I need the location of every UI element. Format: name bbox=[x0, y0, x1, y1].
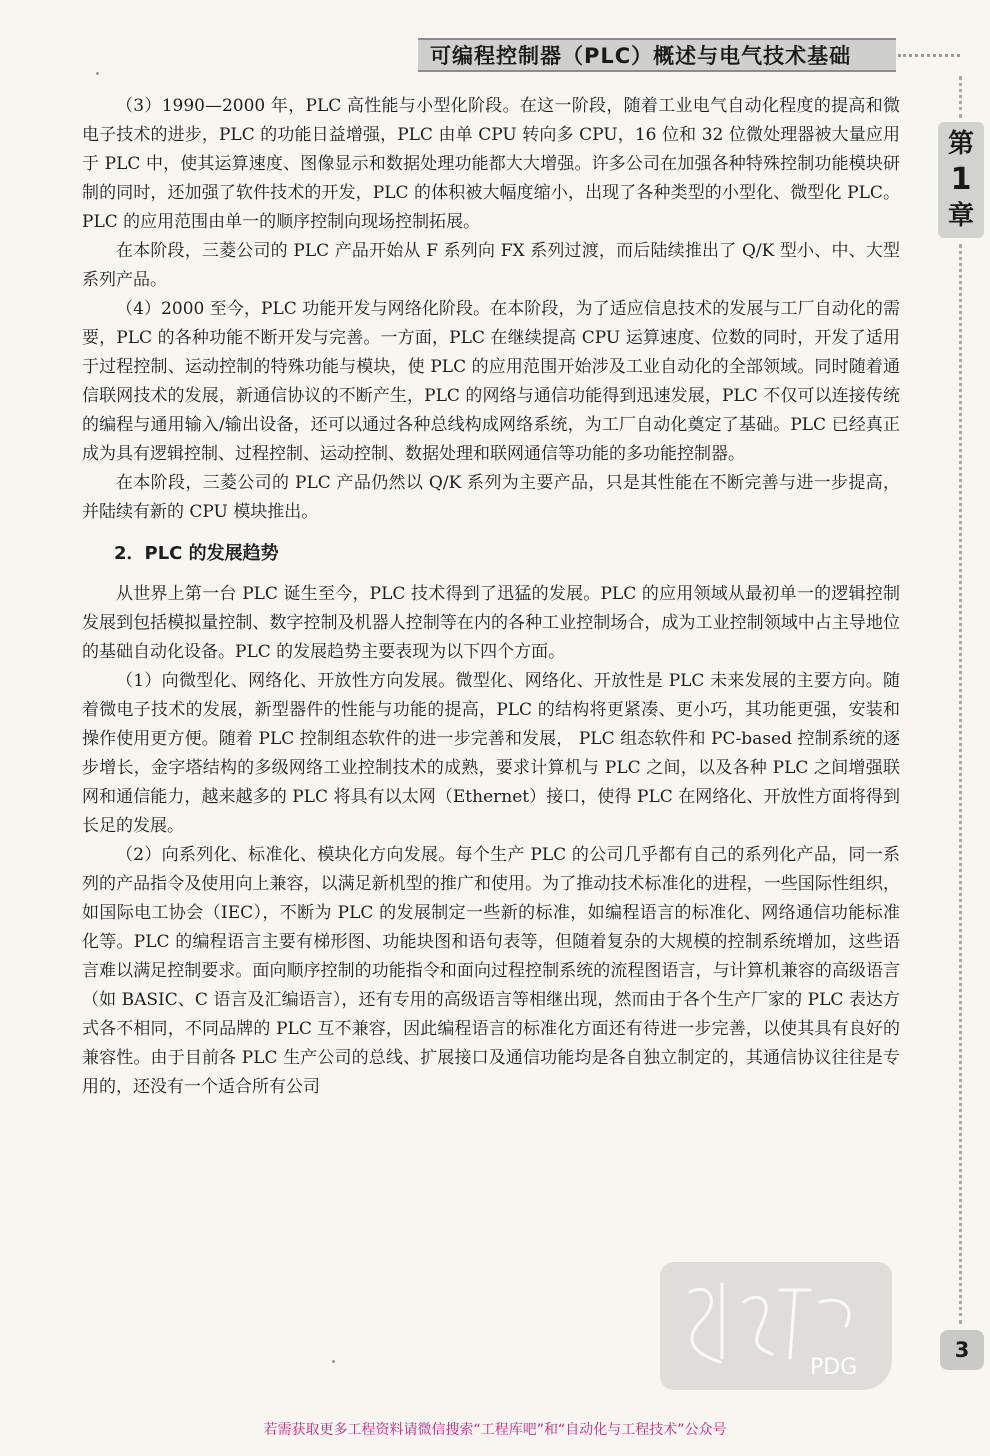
page-number: 3 bbox=[940, 1330, 984, 1370]
paragraph-trend-1: （1）向微型化、网络化、开放性方向发展。微型化、网络化、开放性是 PLC 未来发展的主要方向。随着微电子技术的发展，新型器件的性能与功能的提高，PLC 的结构将更紧凑、更小巧，其功能更强，安装和操作使用更方便。随着 PLC 控制组态软件的进一步完善和发展， PLC 组态软件和 PC-based 控制系统的逐步增长，金字塔结构的多级网络工业控制技术的成熟，要求计算机与 PLC 之间，以及各种 PLC 之间增强联网和通信能力，越来越多的 PLC 将具有以太网（Ethernet）接口，使得 PLC 在网络化、开放性方面将得到长足的发展。 bbox=[82, 671, 900, 836]
scan-speck bbox=[96, 72, 99, 75]
footer-promo-note: 若需获取更多工程资料请微信搜索“工程库吧”和“自动化与工程技术”公众号 bbox=[263, 1422, 727, 1438]
chapter-tab-number: 1 bbox=[950, 162, 972, 197]
chapter-tab-prefix: 第 bbox=[947, 129, 974, 159]
running-header bbox=[418, 38, 896, 72]
paragraph-mitsubishi-stage-4: 在本阶段，三菱公司的 PLC 产品仍然以 Q/K 系列为主要产品，只是其性能在不断完善与进一步提高，并陆续有新的 CPU 模块推出。 bbox=[82, 473, 900, 522]
page-body bbox=[82, 92, 900, 1102]
watermark-logo-icon bbox=[660, 1262, 892, 1390]
section-heading-trends: 2．PLC 的发展趋势 bbox=[114, 543, 279, 564]
paragraph-stage-4: （4）2000 至今，PLC 功能开发与网络化阶段。在本阶段，为了适应信息技术的发展与工厂自动化的需要，PLC 的各种功能不断开发与完善。一方面，PLC 在继续提高 CPU 运算速度、位数的同时，开发了适用于过程控制、运动控制的特殊功能与模块，使 PLC 的应用范围开始涉及工业自动化的全部领域。同时随着通信联网技术的发展，新通信协议的不断产生，PLC 的网络与通信功能得到迅速发展，PLC 不仅可以连接传统的编程与通用输入/输出设备，还可以通过各种总线构成网络系统，为工厂自动化奠定了基础。PLC 已经真正成为具有逻辑控制、过程控制、运动控制、数据处理和联网通信等功能的多功能控制器。 bbox=[82, 299, 900, 464]
watermark-stamp bbox=[660, 1262, 892, 1390]
paragraph-trend-2: （2）向系列化、标准化、模块化方向发展。每个生产 PLC 的公司几乎都有自己的系列化产品，同一系列的产品指令及使用向上兼容，以满足新机型的推广和使用。为了推动技术标准化的进程，一些国际性组织，如国际电工协会（IEC），不断为 PLC 的发展制定一些新的标准，如编程语言的标准化、网络通信功能标准化等。PLC 的编程语言主要有梯形图、功能块图和语句表等，但随着复杂的大规模的控制系统增加，这些语言难以满足控制要求。面向顺序控制的功能指令和面向过程控制系统的流程图语言，与计算机兼容的高级语言（如 BASIC、C 语言及汇编语言），还有专用的高级语言等相继出现，然而由于各个生产厂家的 PLC 表达方式各不相同，不同品牌的 PLC 互不兼容，因此编程语言的标准化方面还有待进一步完善，以使其具有良好的兼容性。由于目前各 PLC 生产公司的总线、扩展接口及通信功能均是各自独立制定的，其通信协议往往是专用的，还没有一个适合所有公司 bbox=[82, 845, 900, 1097]
paragraph-trends-intro: 从世界上第一台 PLC 诞生至今，PLC 技术得到了迅猛的发展。PLC 的应用领域从最初单一的逻辑控制发展到包括模拟量控制、数字控制及机器人控制等在内的各种工业控制场合，成为工业控制领域中占主导地位的基础自动化设备。PLC 的发展趋势主要表现为以下四个方面。 bbox=[82, 584, 900, 662]
chapter-tab-suffix: 章 bbox=[947, 201, 974, 231]
header-dotted-rule bbox=[898, 54, 960, 57]
chapter-tab bbox=[938, 122, 984, 238]
paragraph-stage-3: （3）1990—2000 年，PLC 高性能与小型化阶段。在这一阶段，随着工业电气自动化程度的提高和微电子技术的进步，PLC 的功能日益增强，PLC 由单 CPU 转向多 CPU，16 位和 32 位微处理器被大量应用于 PLC 中，使其运算速度、图像显示和数据处理功能都大大增强。许多公司在加强各种特殊控制功能模块研制的同时，还加强了软件技术的开发，PLC 的体积被大幅度缩小，出现了各种类型的小型化、微型化 PLC。PLC 的应用范围由单一的顺序控制向现场控制拓展。 bbox=[82, 96, 900, 232]
watermark-label: PDG bbox=[810, 1355, 858, 1380]
scan-speck bbox=[332, 1360, 335, 1363]
margin-dotted-rule-top bbox=[959, 76, 962, 118]
paragraph-mitsubishi-stage-3: 在本阶段，三菱公司的 PLC 产品开始从 F 系列向 FX 系列过渡，而后陆续推出了 Q/K 型小、中、大型系列产品。 bbox=[82, 241, 900, 290]
margin-dotted-rule bbox=[959, 244, 962, 1324]
running-header-title: 可编程控制器（PLC）概述与电气技术基础 bbox=[430, 44, 852, 68]
